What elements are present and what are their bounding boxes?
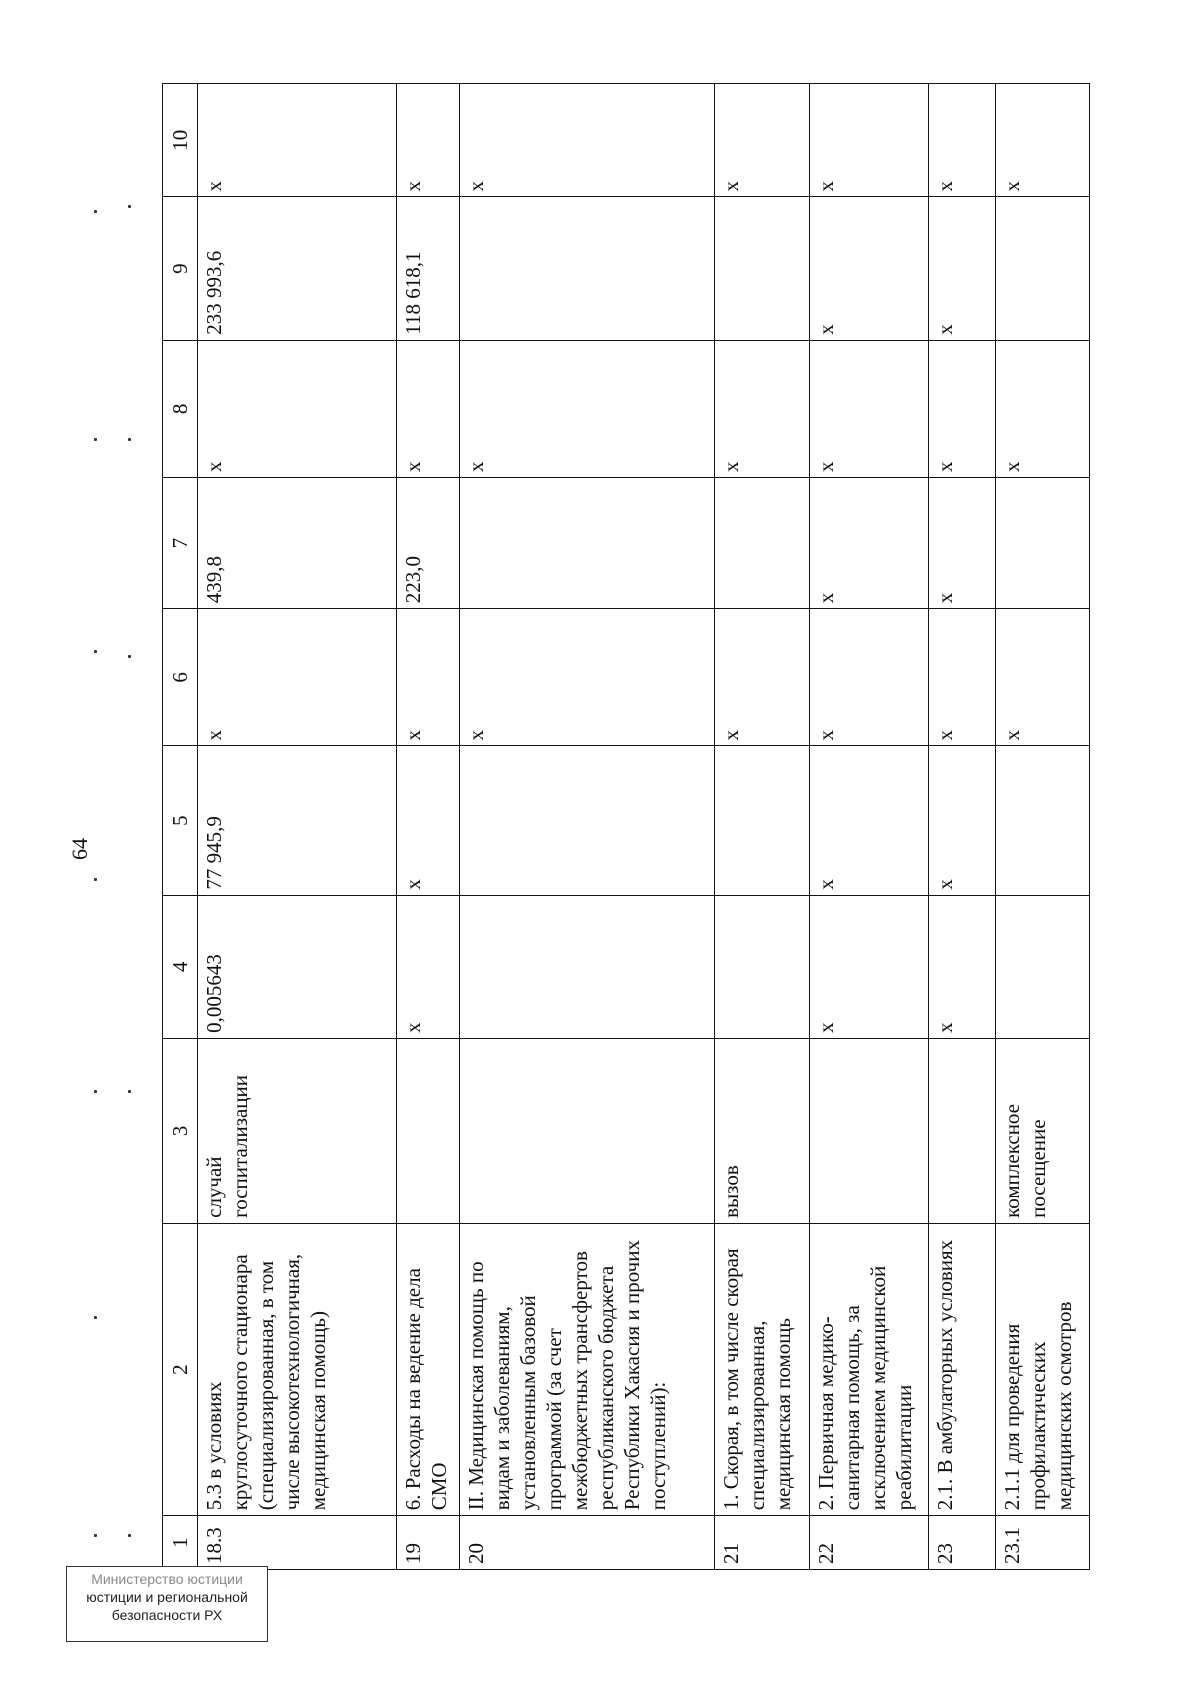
table-cell: x bbox=[928, 609, 995, 746]
table-cell bbox=[715, 895, 809, 1038]
table-cell: x bbox=[809, 84, 928, 197]
column-header: 6 bbox=[163, 609, 198, 746]
row-description: 1. Скорая, в том числе скорая специализированная, медицинская помощь bbox=[715, 1223, 809, 1515]
column-header: 8 bbox=[163, 340, 198, 477]
row-number: 18.3 bbox=[198, 1516, 397, 1570]
data-table bbox=[162, 83, 1090, 1570]
table-cell: x bbox=[809, 895, 928, 1038]
table-row bbox=[396, 84, 459, 1570]
table-cell: x bbox=[198, 84, 397, 197]
table-cell bbox=[459, 197, 714, 340]
column-header: 10 bbox=[163, 84, 198, 197]
column-header: 9 bbox=[163, 197, 198, 340]
registration-stamp bbox=[66, 1566, 268, 1642]
table-cell bbox=[715, 477, 809, 608]
scan-speck bbox=[128, 655, 131, 658]
column-header: 3 bbox=[163, 1038, 198, 1223]
table-cell: 0,005643 bbox=[198, 895, 397, 1038]
table-cell bbox=[459, 895, 714, 1038]
table-cell bbox=[995, 477, 1089, 608]
unit-cell: вызов bbox=[715, 1038, 809, 1223]
table-cell: x bbox=[396, 340, 459, 477]
table-cell bbox=[995, 197, 1089, 340]
column-header: 2 bbox=[163, 1223, 198, 1515]
row-number: 20 bbox=[459, 1516, 714, 1570]
scan-speck bbox=[128, 1534, 131, 1537]
table-cell: x bbox=[928, 746, 995, 895]
row-description: 2.1.1 для проведения профилактических медицинских осмотров bbox=[995, 1223, 1089, 1515]
table-cell: 118 618,1 bbox=[396, 197, 459, 340]
table-cell: x bbox=[396, 895, 459, 1038]
table-cell: x bbox=[459, 609, 714, 746]
table-cell: 223,0 bbox=[396, 477, 459, 608]
table-cell: x bbox=[928, 197, 995, 340]
unit-cell bbox=[809, 1038, 928, 1223]
table-cell: x bbox=[928, 340, 995, 477]
table-cell bbox=[715, 197, 809, 340]
header-row bbox=[163, 84, 198, 1570]
table-cell bbox=[715, 746, 809, 895]
table-cell: x bbox=[928, 477, 995, 608]
table-cell: x bbox=[995, 609, 1089, 746]
scan-speck bbox=[128, 438, 131, 441]
table-cell: x bbox=[995, 340, 1089, 477]
table-cell: x bbox=[809, 609, 928, 746]
column-header: 1 bbox=[163, 1516, 198, 1570]
column-header: 5 bbox=[163, 746, 198, 895]
row-number: 23 bbox=[928, 1516, 995, 1570]
table-row bbox=[715, 84, 809, 1570]
row-number: 23.1 bbox=[995, 1516, 1089, 1570]
column-header: 7 bbox=[163, 477, 198, 608]
table-cell: x bbox=[928, 895, 995, 1038]
table-cell bbox=[459, 477, 714, 608]
scan-speck bbox=[94, 1316, 97, 1319]
table-cell: x bbox=[459, 84, 714, 197]
table-cell: x bbox=[198, 609, 397, 746]
scan-speck bbox=[128, 1090, 131, 1093]
unit-cell bbox=[928, 1038, 995, 1223]
table-cell bbox=[995, 895, 1089, 1038]
table-cell: x bbox=[715, 609, 809, 746]
table-cell: x bbox=[995, 84, 1089, 197]
row-description: 2.1. В амбулаторных условиях bbox=[928, 1223, 995, 1515]
table-cell: 77 945,9 bbox=[198, 746, 397, 895]
stamp-line-1: Министерство юстиции bbox=[91, 1571, 243, 1587]
page-number: 64 bbox=[67, 838, 92, 860]
row-description: 6. Расходы на ведение дела СМО bbox=[396, 1223, 459, 1515]
table-cell: x bbox=[809, 340, 928, 477]
row-description: 2. Первичная медико-санитарная помощь, за исключением медицинской реабилитации bbox=[809, 1223, 928, 1515]
table-row bbox=[995, 84, 1089, 1570]
table-cell bbox=[995, 746, 1089, 895]
scan-speck bbox=[94, 438, 97, 441]
unit-cell: комплексное посещение bbox=[995, 1038, 1089, 1223]
table-cell: x bbox=[928, 84, 995, 197]
rotated-table-wrapper bbox=[162, 83, 1090, 1570]
table-cell: x bbox=[396, 746, 459, 895]
table-cell: 439,8 bbox=[198, 477, 397, 608]
scan-speck bbox=[94, 1090, 97, 1093]
table-row bbox=[198, 84, 397, 1570]
table-cell: x bbox=[809, 477, 928, 608]
table-row bbox=[928, 84, 995, 1570]
table-cell: x bbox=[715, 84, 809, 197]
scan-speck bbox=[94, 650, 97, 653]
table-cell: x bbox=[459, 340, 714, 477]
stamp-line-2: юстиции и региональной bbox=[86, 1589, 248, 1605]
table-cell: x bbox=[396, 609, 459, 746]
table-row bbox=[809, 84, 928, 1570]
table-cell: x bbox=[396, 84, 459, 197]
scan-speck bbox=[94, 1534, 97, 1537]
row-description: 5.3 в условиях круглосуточного стационара (специализированная, в том числе высокотехнологичная, медицинская помощь) bbox=[198, 1223, 397, 1515]
stamp-line-3: безопасности РХ bbox=[111, 1607, 223, 1623]
table-cell: x bbox=[715, 340, 809, 477]
unit-cell: случай госпитализации bbox=[198, 1038, 397, 1223]
table-cell: x bbox=[809, 746, 928, 895]
table-cell bbox=[459, 746, 714, 895]
row-description: II. Медицинская помощь по видам и заболеваниям, установленным базовой программой (за счет межбюджетных трансфертов республиканского бюджета Республики Хакасия и прочих поступлений): bbox=[459, 1223, 714, 1515]
table-cell: x bbox=[809, 197, 928, 340]
row-number: 21 bbox=[715, 1516, 809, 1570]
table-cell: 233 993,6 bbox=[198, 197, 397, 340]
table-cell: x bbox=[198, 340, 397, 477]
column-header: 4 bbox=[163, 895, 198, 1038]
row-number: 19 bbox=[396, 1516, 459, 1570]
unit-cell bbox=[459, 1038, 714, 1223]
scan-speck bbox=[94, 878, 97, 881]
unit-cell bbox=[396, 1038, 459, 1223]
scan-speck bbox=[128, 205, 131, 208]
row-number: 22 bbox=[809, 1516, 928, 1570]
scan-speck bbox=[94, 210, 97, 213]
table-row bbox=[459, 84, 714, 1570]
